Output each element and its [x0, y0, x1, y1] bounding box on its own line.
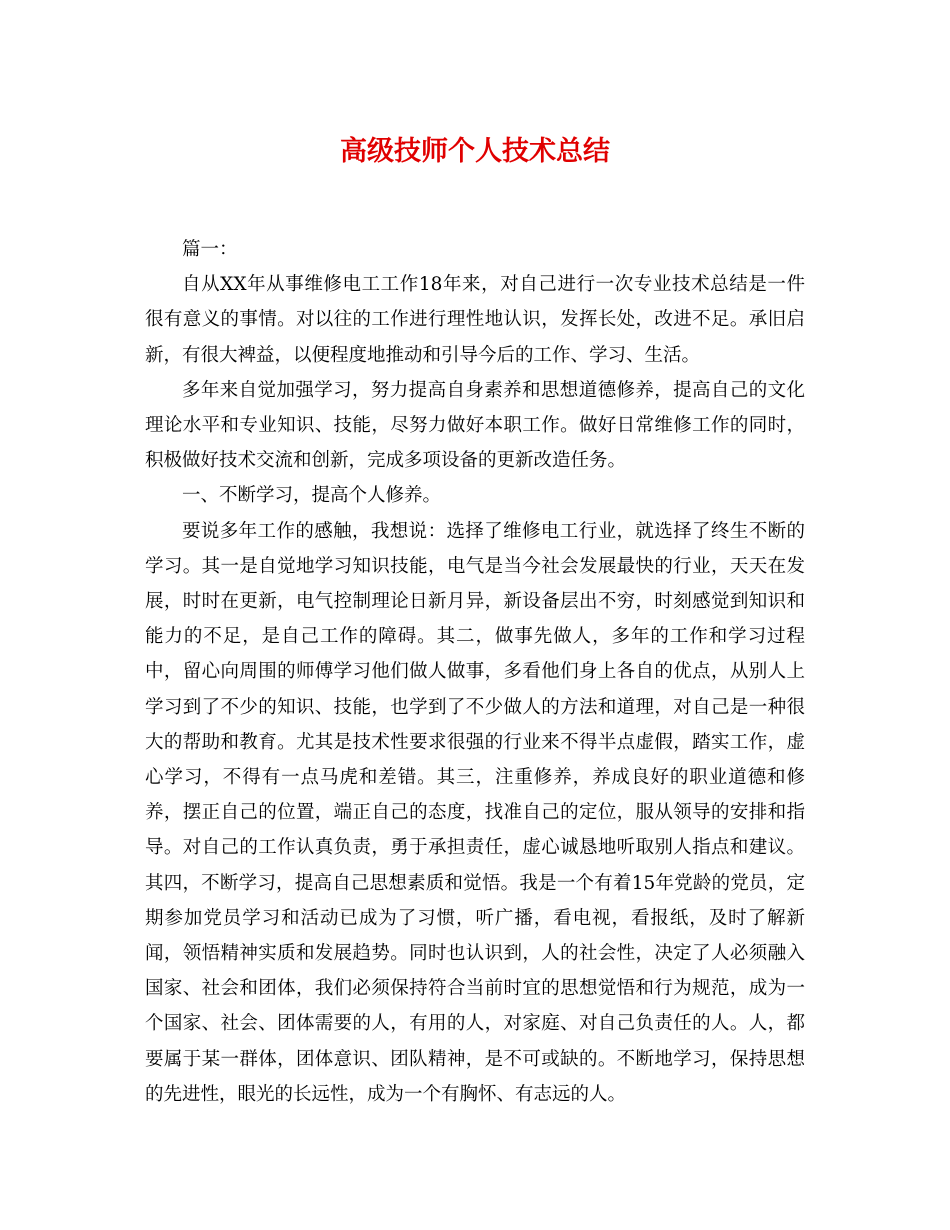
paragraph-intro: 自从XX年从事维修电工工作18年来，对自己进行一次专业技术总结是一件很有意义的事情。对以往的工作进行理性地认识，发挥长处，改进不足。承旧启新，有很大裨益，以便程度地推动和引导今后的工作、学习、生活。 [145, 274, 805, 366]
section-heading-learning: 一、不断学习，提高个人修养。 [182, 485, 442, 507]
paragraph-learning: 要说多年工作的感触，我想说：选择了维修电工行业，就选择了终生不断的学习。其一是自觉地学习知识技能，电气是当今社会发展最快的行业，天天在发展，时时在更新，电气控制理论日新月异，新设备层出不穷，时刻感觉到知识和能力的不足，是自己工作的障碍。其二，做事先做人，多年的工作和学习过程中，留心向周围的师傅学习他们做人做事，多看他们身上各自的优点，从别人上学习到了不少的知识、技能，也学到了不少做人的方法和道理，对自己是一种很大的帮助和教育。尤其是技术性要求很强的行业来不得半点虚假，踏实工作，虚心学习，不得有一点马虎和差错。其三，注重修养，养成良好的职业道德和修养，摆正自己的位置，端正自己的态度，找准自己的定位，服从领导的安排和指导。对自己的工作认真负责，勇于承担责任，虚心诚恳地听取别人指点和建议。其四，不断学习，提高自己思想素质和觉悟。我是一个有着15年党龄的党员，定期参加党员学习和活动已成为了习惯，听广播，看电视，看报纸，及时了解新闻，领悟精神实质和发展趋势。同时也认识到，人的社会性，决定了人必须融入国家、社会和团体，我们必须保持符合当前时宜的思想觉悟和行为规范，成为一个国家、社会、团体需要的人，有用的人，对家庭、对自己负责任的人。人，都要属于某一群体，团体意识、团队精神，是不可或缺的。不断地学习，保持思想的先进性，眼光的长远性，成为一个有胸怀、有志远的人。 [145, 520, 805, 1105]
document-body [145, 232, 805, 1112]
document-title: 高级技师个人技术总结 [340, 136, 610, 167]
section-label: 篇一： [182, 239, 238, 260]
paragraph-overview: 多年来自觉加强学习，努力提高自身素养和思想道德修养，提高自己的文化理论水平和专业知识、技能，尽努力做好本职工作。做好日常维修工作的同时，积极做好技术交流和创新，完成多项设备的更新改造任务。 [145, 379, 805, 472]
